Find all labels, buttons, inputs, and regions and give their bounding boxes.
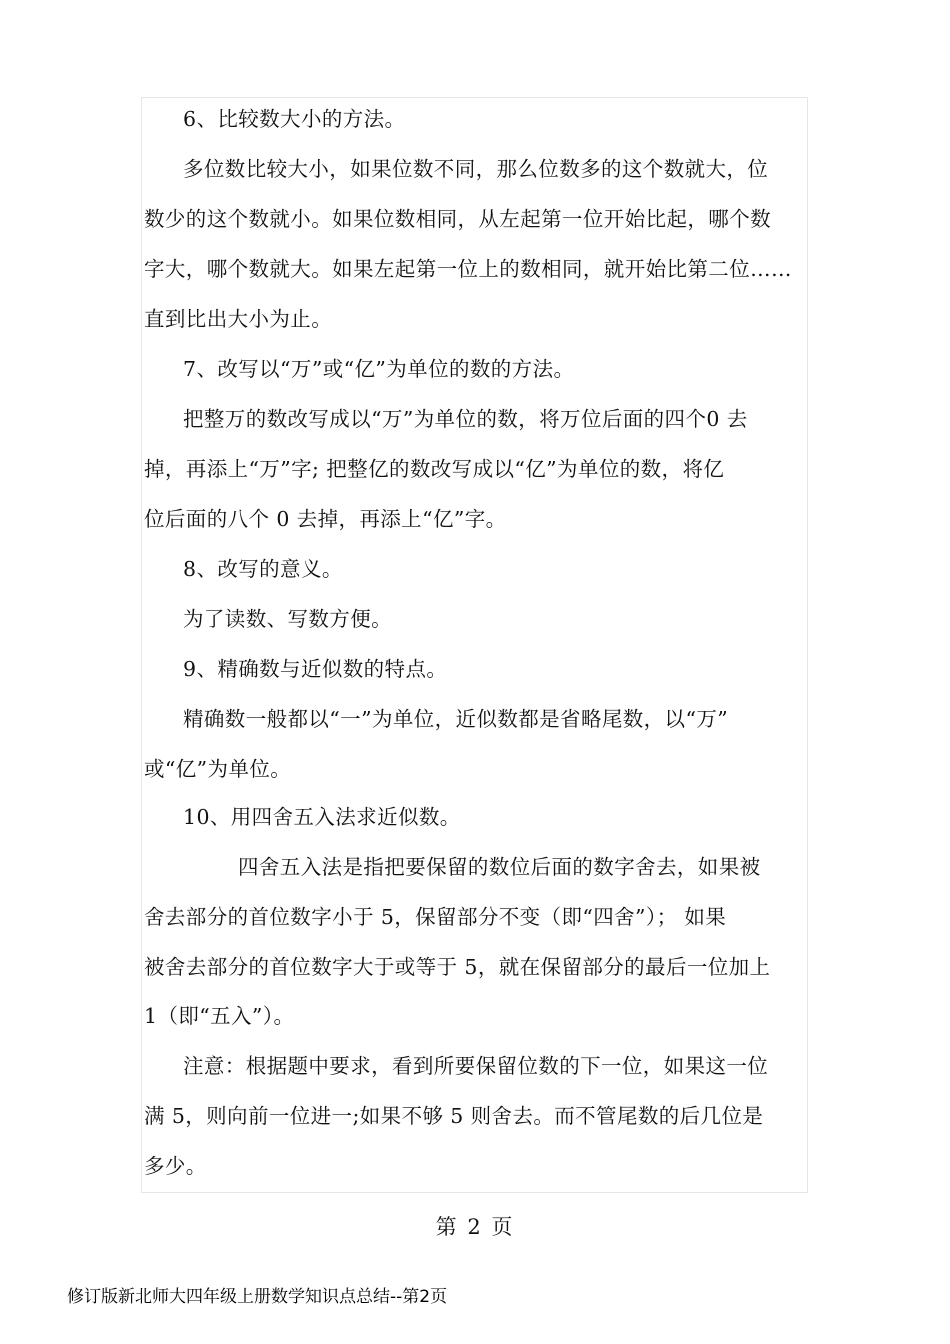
footer-title: 修订版新北师大四年级上册数学知识点总结--第2页 — [67, 1287, 448, 1307]
note-line: 满 5，则向前一位进一;如果不够 5 则舍去。而不管尾数的后几位是 — [144, 1104, 764, 1128]
paragraph-line: 为了读数、写数方便。 — [183, 607, 392, 631]
paragraph-line: 掉，再添上“万”字; 把整亿的数改写成以“亿”为单位的数，将亿 — [144, 457, 725, 481]
paragraph-line: 四舍五入法是指把要保留的数位后面的数字舍去，如果被 — [238, 855, 761, 879]
page-number: 第 2 页 — [435, 1215, 515, 1239]
paragraph-line: 把整万的数改写成以“万”为单位的数，将万位后面的四个0 去 — [183, 407, 748, 431]
paragraph-line: 精确数一般都以“一”为单位，近似数都是省略尾数，以“万” — [183, 707, 729, 731]
heading-7: 7、改写以“万”或“亿”为单位的数的方法。 — [183, 357, 575, 381]
paragraph-line: 数少的这个数就小。如果位数相同，从左起第一位开始比起，哪个数 — [144, 207, 771, 231]
paragraph-line: 1（即“五入”）。 — [144, 1004, 295, 1028]
paragraph-line: 舍去部分的首位数字小于 5，保留部分不变（即“四舍”）； 如果 — [144, 905, 727, 929]
paragraph-line: 字大，哪个数就大。如果左起第一位上的数相同，就开始比第二位…… — [144, 257, 792, 281]
heading-8: 8、改写的意义。 — [183, 557, 343, 581]
heading-6: 6、比较数大小的方法。 — [183, 107, 406, 131]
paragraph-line: 被舍去部分的首位数字大于或等于 5，就在保留部分的最后一位加上 — [144, 955, 771, 979]
heading-10: 10、用四舍五入法求近似数。 — [183, 805, 461, 829]
paragraph-line: 直到比出大小为止。 — [144, 307, 333, 331]
note-line: 多少。 — [144, 1154, 207, 1178]
paragraph-line: 或“亿”为单位。 — [144, 757, 292, 781]
paragraph-line: 多位数比较大小，如果位数不同，那么位数多的这个数就大，位 — [183, 157, 769, 181]
paragraph-line: 位后面的八个 0 去掉，再添上“亿”字。 — [144, 507, 507, 531]
note-line: 注意：根据题中要求，看到所要保留位数的下一位，如果这一位 — [183, 1054, 769, 1078]
heading-9: 9、精确数与近似数的特点。 — [183, 657, 448, 681]
